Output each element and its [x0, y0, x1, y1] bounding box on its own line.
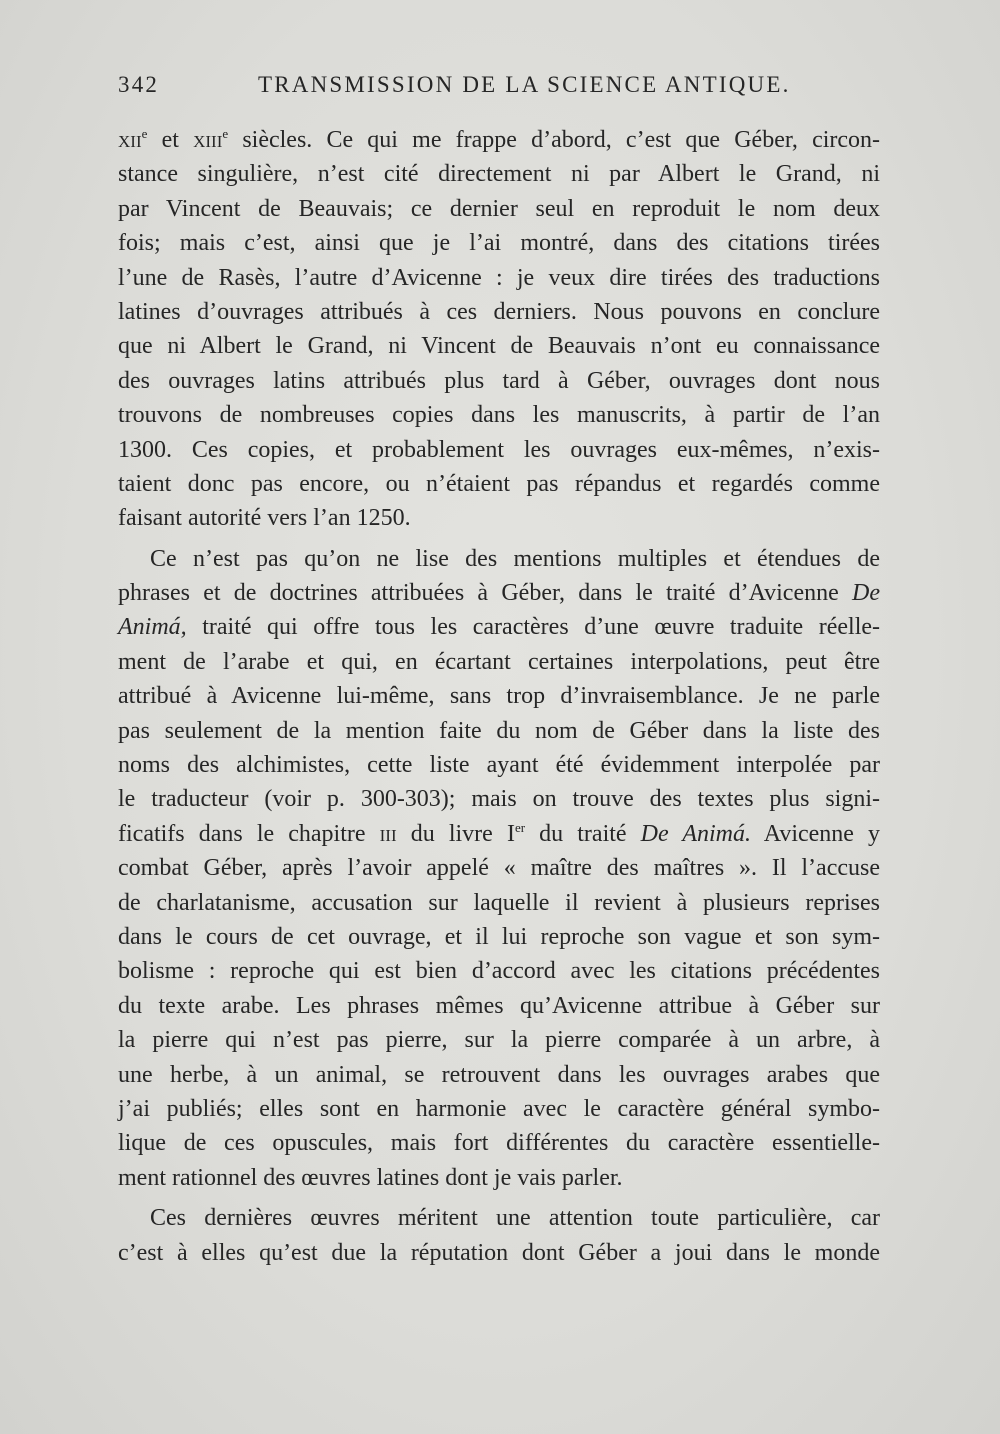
- text-line: Ce n’est pas qu’on ne lise des mentions multiples et étendues de: [150, 545, 880, 572]
- text-line: phrases et de doctrines attribuées à Géber, dans le traité d’Avicenne De: [118, 580, 880, 607]
- paragraph-3: [118, 1201, 880, 1270]
- text-line: noms des alchimistes, cette liste ayant été évidemment interpolée par: [118, 752, 880, 779]
- text-line: une herbe, à un animal, se retrouvent dans les ouvrages arabes que: [118, 1061, 880, 1088]
- running-title: TRANSMISSION DE LA SCIENCE ANTIQUE.: [258, 72, 791, 97]
- paragraph-2: [118, 542, 880, 1195]
- text-line: la pierre qui n’est pas pierre, sur la pierre comparée à un arbre, à: [118, 1027, 880, 1054]
- text-line: ment rationnel des œuvres latines dont je vais parler.: [118, 1164, 623, 1191]
- text-line: le traducteur (voir p. 300-303); mais on trouve des textes plus signi-: [118, 786, 880, 813]
- text-line: de charlatanisme, accusation sur laquelle il revient à plusieurs reprises: [118, 889, 880, 916]
- text-line: fois; mais c’est, ainsi que je l’ai montré, dans des citations tirées: [118, 230, 880, 257]
- body-text: [118, 123, 880, 1270]
- text-line: pas seulement de la mention faite du nom de Géber dans la liste des: [118, 717, 880, 744]
- text-line: ficatifs dans le chapitre iii du livre Ier du traité De Animá. Avicenne y: [118, 819, 881, 847]
- text-line: Animá, traité qui offre tous les caractères d’une œuvre traduite réelle-: [118, 614, 881, 641]
- text-line: attribué à Avicenne lui-même, sans trop d’invraisemblance. Je ne parle: [118, 683, 880, 710]
- paragraph-1: [118, 123, 880, 536]
- text-line: bolisme : reproche qui est bien d’accord avec les citations précédentes: [118, 958, 880, 985]
- text-line: latines d’ouvrages attribués à ces derniers. Nous pouvons en conclure: [118, 298, 880, 325]
- text-line: c’est à elles qu’est due la réputation dont Géber a joui dans le monde: [118, 1239, 880, 1266]
- text-line: l’une de Rasès, l’autre d’Avicenne : je veux dire tirées des traductions: [118, 264, 880, 291]
- text-line: que ni Albert le Grand, ni Vincent de Beauvais n’ont eu connaissance: [118, 333, 880, 360]
- text-line: lique de ces opuscules, mais fort différentes du caractère essentielle-: [118, 1130, 880, 1157]
- text-line: Ces dernières œuvres méritent une attention toute particulière, car: [150, 1205, 880, 1232]
- text-line: par Vincent de Beauvais; ce dernier seul en reproduit le nom deux: [118, 195, 880, 222]
- text-line: faisant autorité vers l’an 1250.: [118, 505, 411, 532]
- text-line: ment de l’arabe et qui, en écartant certaines interpolations, peut être: [118, 648, 880, 675]
- text-line: 1300. Ces copies, et probablement les ouvrages eux-mêmes, n’exis-: [118, 436, 880, 463]
- page-header: [118, 72, 791, 108]
- text-line: taient donc pas encore, ou n’étaient pas répandus et regardés comme: [118, 470, 880, 497]
- text-line: xii$^e$ et xiii$^e$ siècles. Ce qui me frappe d’abord, c’est que Géber, circon-: [118, 126, 881, 153]
- text-line: j’ai publiés; elles sont en harmonie avec le caractère général symbo-: [118, 1095, 880, 1122]
- text-line: des ouvrages latins attribués plus tard à Géber, ouvrages dont nous: [118, 367, 880, 394]
- text-line: dans le cours de cet ouvrage, et il lui reproche son vague et son sym-: [118, 923, 880, 950]
- text-line: combat Géber, après l’avoir appelé « maître des maîtres ». Il l’accuse: [118, 855, 880, 882]
- text-line: du texte arabe. Les phrases mêmes qu’Avicenne attribue à Géber sur: [118, 992, 880, 1019]
- text-line: stance singulière, n’est cité directement ni par Albert le Grand, ni: [118, 161, 880, 188]
- page-number: 342: [118, 72, 160, 97]
- text-line: trouvons de nombreuses copies dans les manuscrits, à partir de l’an: [118, 402, 880, 429]
